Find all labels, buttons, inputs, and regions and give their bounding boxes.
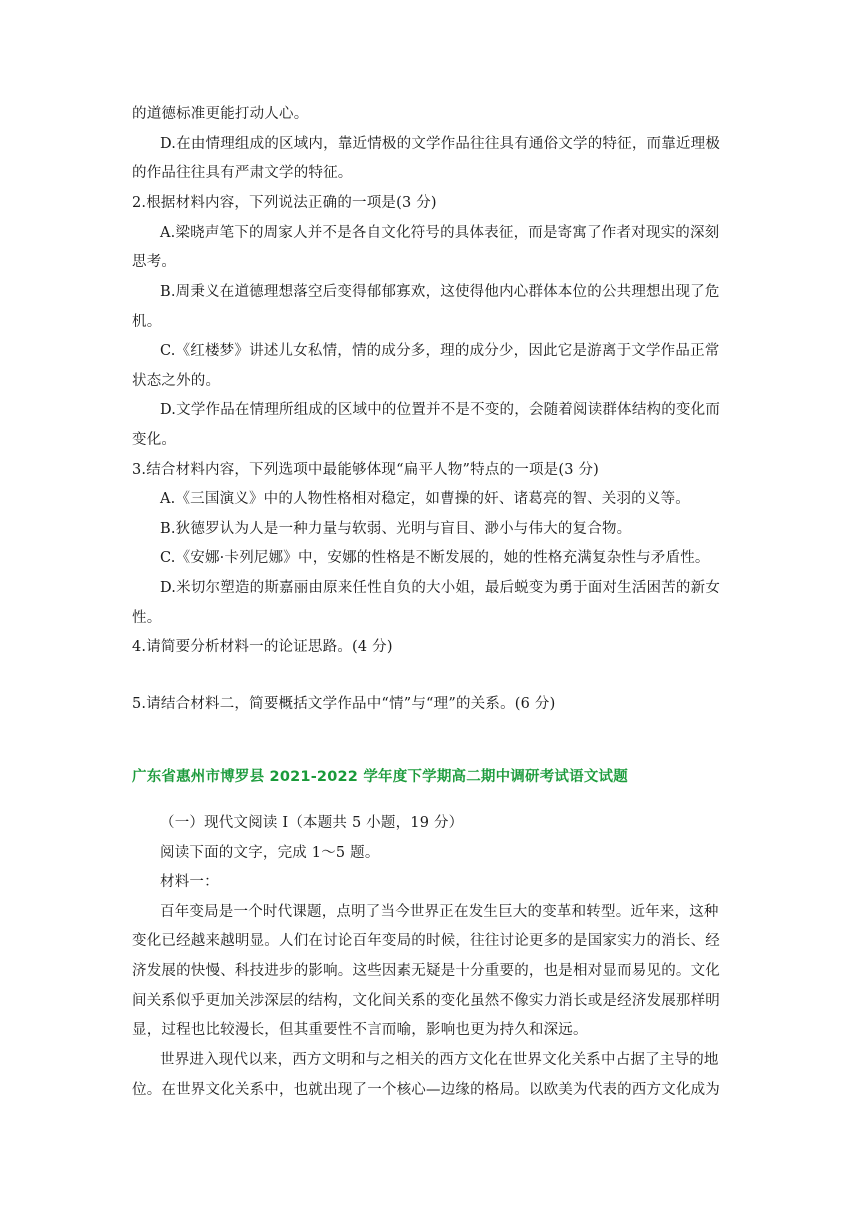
paragraph-line: 显，过程也比较漫长，但其重要性不言而喻，影响也更为持久和深远。 [132,1022,588,1038]
question-3: 3.结合材料内容，下列选项中最能够体现“扁平人物”特点的一项是(3 分) [132,462,600,478]
option-d-line: D.在由情理组成的区域内，靠近情极的文学作品往往具有通俗文学的特征，而靠近理极 [160,136,721,152]
option-b-line: B.狄德罗认为人是一种力量与软弱、光明与盲目、渺小与伟大的复合物。 [160,521,632,537]
option-d-line: D.米切尔塑造的斯嘉丽由原来任性自负的大小姐，最后蜕变为勇于面对生活困苦的新女 [160,580,721,596]
question-4: 4.请简要分析材料一的论证思路。(4 分) [132,639,393,655]
paragraph-line: 百年变局是一个时代课题，点明了当今世界正在发生巨大的变革和转型。近年来，这种 [160,904,719,920]
text-line: 变化。 [132,432,177,448]
paragraph-line: 世界进入现代以来，西方文明和与之相关的西方文化在世界文化关系中占据了主导的地 [160,1052,719,1068]
paragraph-line: 位。在世界文化关系中，也就出现了一个核心—边缘的格局。以欧美为代表的西方文化成为 [132,1082,720,1098]
paragraph-line: 变化已经越来越明显。人们在讨论百年变局的时候，往往讨论更多的是国家实力的消长、经 [132,933,720,949]
text-line: 机。 [132,314,162,330]
text-line: 的作品往往具有严肃文学的特征。 [132,165,353,181]
section-title: 广东省惠州市博罗县 2021-2022 学年度下学期高二期中调研考试语文试题 [132,769,628,785]
material-label: 材料一： [160,874,219,890]
text-line: 状态之外的。 [132,373,221,389]
text-line: 思考。 [132,254,177,270]
option-c-line: C.《红楼梦》讲述儿女私情，情的成分多，理的成分少，因此它是游离于文学作品正常 [160,343,720,359]
paragraph-line: 间关系似乎更加关涉深层的结构，文化间关系的变化虽然不像实力消长或是经济发展那样明 [132,993,720,1009]
section-heading: （一）现代文阅读 I（本题共 5 小题，19 分） [160,815,464,831]
paragraph-line: 济发展的快慢、科技进步的影响。这些因素无疑是十分重要的，也是相对显而易见的。文化 [132,963,720,979]
option-c-line: C.《安娜·卡列尼娜》中，安娜的性格是不断发展的，她的性格充满复杂性与矛盾性。 [160,550,710,566]
text-line: 性。 [132,610,162,626]
instruction-line: 阅读下面的文字，完成 1～5 题。 [160,845,380,861]
option-a-line: A.梁晓声笔下的周家人并不是各自文化符号的具体表征，而是寄寓了作者对现实的深刻 [160,225,720,241]
option-d-line: D.文学作品在情理所组成的区域中的位置并不是不变的，会随着阅读群体结构的变化而 [160,402,721,418]
option-b-line: B.周秉义在道德理想落空后变得郁郁寡欢，这使得他内心群体本位的公共理想出现了危 [160,284,720,300]
question-2: 2.根据材料内容，下列说法正确的一项是(3 分) [132,195,437,211]
text-line: 的道德标准更能打动人心。 [132,106,309,122]
question-5: 5.请结合材料二，简要概括文学作品中“情”与“理”的关系。(6 分) [132,696,556,712]
option-a-line: A.《三国演义》中的人物性格相对稳定，如曹操的奸、诸葛亮的智、关羽的义等。 [160,491,690,507]
